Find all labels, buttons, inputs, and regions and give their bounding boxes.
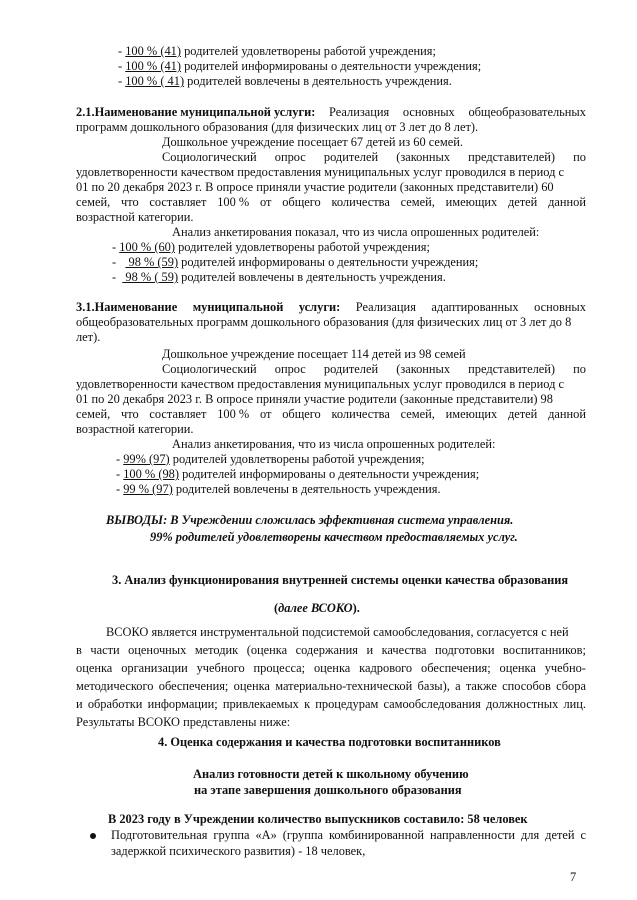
page-number: 7 bbox=[570, 870, 577, 884]
result-line: - 100 % (41) родителей информированы о деятельности учреждения; bbox=[118, 59, 482, 73]
conclusion-line: ВЫВОДЫ: В Учреждении сложилась эффективная система управления. bbox=[106, 513, 514, 527]
text-line: семей, что составляет 100 % от общего количества семей, имеющих детей данной bbox=[76, 407, 586, 421]
result-line: - 100 % (41) родителей удовлетворены работой учреждения; bbox=[118, 44, 436, 58]
result-line: - 98 % ( 59) родителей вовлечены в деятельность учреждения. bbox=[112, 270, 446, 284]
text-line: оценка организации учебного процесса; оценка кадрового обеспечения; оценка учебно- bbox=[76, 661, 586, 675]
result-line: - 99 % (97) родителей вовлечены в деятельность учреждения. bbox=[116, 482, 441, 496]
text-line: 01 по 20 декабря 2023 г. В опросе приняли участие родители (законные представители) 98 bbox=[76, 392, 553, 406]
result-line: - 100 % (98) родителей информированы о деятельности учреждения; bbox=[116, 467, 480, 481]
graduates-count: В 2023 году в Учреждении количество выпускников составило: 58 человек bbox=[108, 812, 528, 826]
text-line: в части оценочных методик (оценка содержания и качества подготовки воспитанников; bbox=[76, 643, 586, 657]
text-line: Дошкольное учреждение посещает 114 детей из 98 семей bbox=[162, 347, 466, 361]
text-line: общеобразовательных программ дошкольного образования (для физических лиц от 3 лет до 8 bbox=[76, 315, 572, 329]
text-line: 01 по 20 декабря 2023 г. В опросе приняли участие родители (законных представители) 60 bbox=[76, 180, 554, 194]
text-line: Результаты ВСОКО представлены ниже: bbox=[76, 715, 291, 729]
text-line: Социологический опрос родителей (законных представителей) по bbox=[162, 362, 586, 376]
bullet-icon bbox=[90, 833, 96, 839]
section-subtitle: на этапе завершения дошкольного образования bbox=[194, 783, 462, 797]
result-line: - 98 % (59) родителей информированы о деятельности учреждения; bbox=[112, 255, 479, 269]
text-line: возрастной категории. bbox=[76, 210, 194, 224]
text-line: Анализ анкетирования показал, что из числа опрошенных родителей: bbox=[172, 225, 540, 239]
section-subtitle: Анализ готовности детей к школьному обучению bbox=[193, 767, 469, 781]
service-heading-3: 3.1.Наименование муниципальной услуги: Реализация адаптированных основных bbox=[76, 300, 586, 314]
text-line: методического обеспечения; оценка материально-технической базы), а также способов сбора bbox=[76, 679, 586, 693]
text-line: Анализ анкетирования, что из числа опрошенных родителей: bbox=[172, 437, 496, 451]
text-line: Социологический опрос родителей (законных представителей) по bbox=[162, 150, 586, 164]
text-line: программ дошкольного образования (для физических лиц от 3 лет до 8 лет). bbox=[76, 120, 479, 134]
text-line: семей, что составляет 100 % от общего количества семей, имеющих детей данной bbox=[76, 195, 586, 209]
text-line: ВСОКО является инструментальной подсистемой самообследования, согласуется с ней bbox=[106, 625, 569, 639]
text-line: удовлетворенности качеством предоставления муниципальных услуг проводился в период с bbox=[76, 165, 565, 179]
section-subtitle: (далее ВСОКО). bbox=[274, 601, 360, 615]
text-line: удовлетворенности качеством предоставления муниципальных услуг проводился в период с bbox=[76, 377, 565, 391]
service-heading-2: 2.1.Наименование муниципальной услуги: Реализация основных общеобразовательных bbox=[76, 105, 586, 119]
result-line: - 100 % ( 41) родителей вовлечены в деятельность учреждения. bbox=[118, 74, 452, 88]
result-line: - 99% (97) родителей удовлетворены работой учреждения; bbox=[116, 452, 425, 466]
section-title: 4. Оценка содержания и качества подготовки воспитанников bbox=[158, 735, 501, 749]
list-item: Подготовительная группа «А» (группа комбинированной направленности для детей с bbox=[111, 828, 586, 842]
result-line: - 100 % (60) родителей удовлетворены работой учреждения; bbox=[112, 240, 430, 254]
text-line: лет). bbox=[76, 330, 101, 344]
list-item-continuation: задержкой психического развития) - 18 человек, bbox=[111, 844, 366, 858]
text-line: возрастной категории. bbox=[76, 422, 194, 436]
conclusion-line: 99% родителей удовлетворены качеством предоставляемых услуг. bbox=[150, 530, 518, 544]
section-title: 3. Анализ функционирования внутренней системы оценки качества образования bbox=[112, 573, 569, 587]
text-line: и обработки информации; привлекаемых к процедурам самообследования должностных лиц. bbox=[76, 697, 586, 711]
text-line: Дошкольное учреждение посещает 67 детей из 60 семей. bbox=[162, 135, 463, 149]
